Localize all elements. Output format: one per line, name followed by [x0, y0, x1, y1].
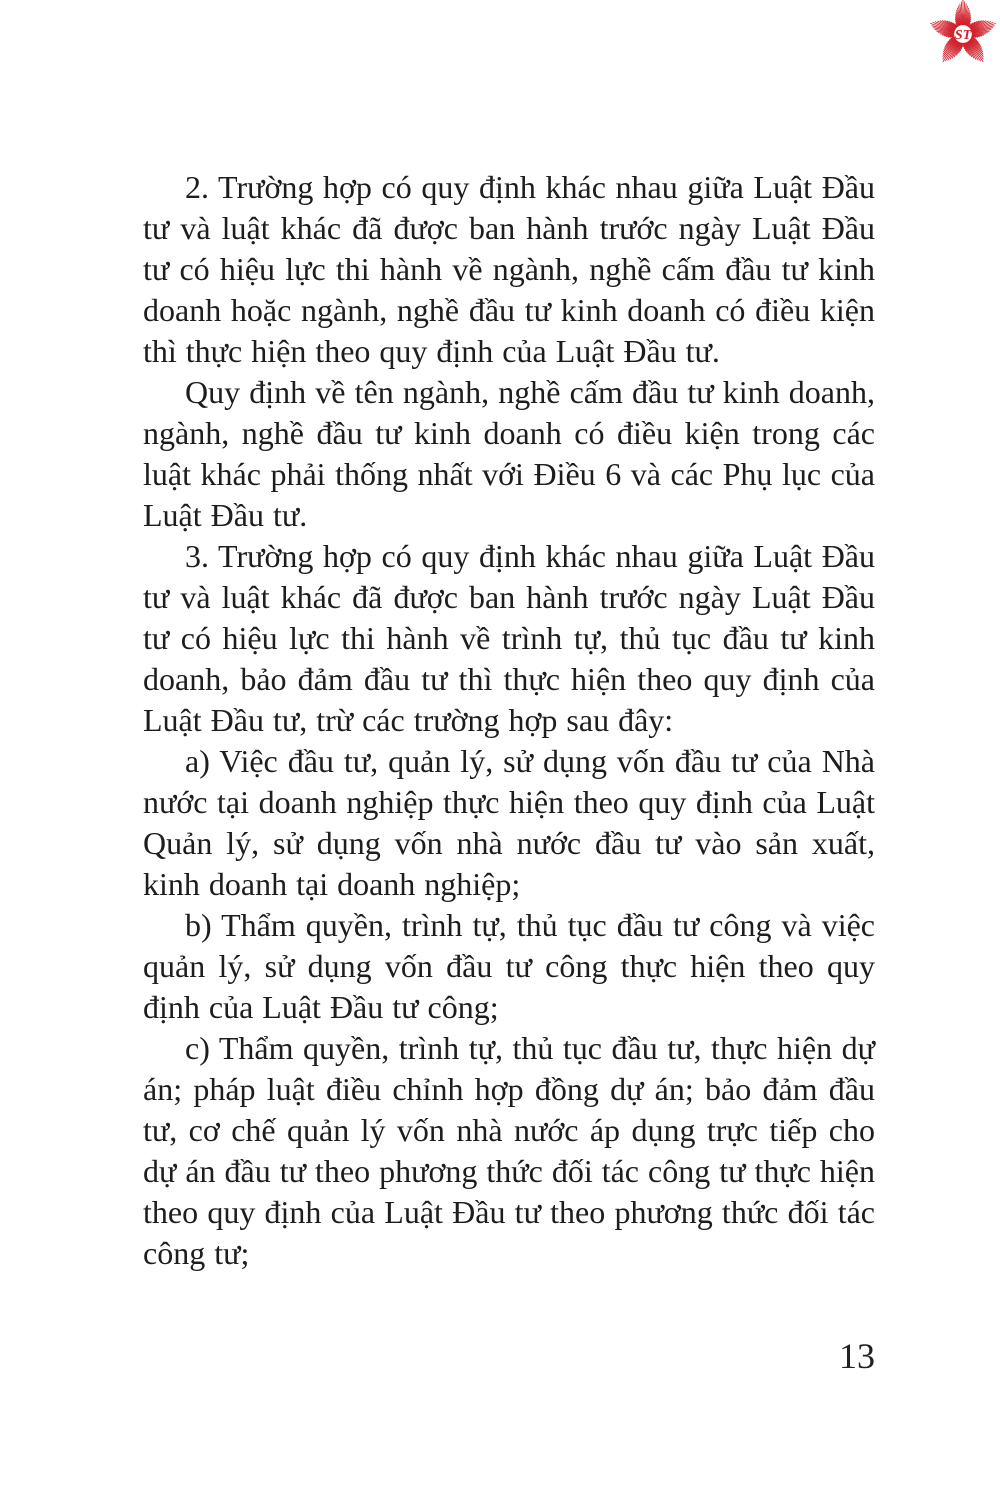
page-number: 13: [839, 1336, 875, 1376]
paragraph-clause-2: 2. Trường hợp có quy định khác nhau giữa Luật Đầu tư và luật khác đã được ban hành trước ngày Luật Đầu tư có hiệu lực thi hành về ngành, nghề cấm đầu tư kinh doanh hoặc ngành, nghề đầu tư kinh doanh có điều kiện thì thực hiện theo quy định của Luật Đầu tư.: [143, 169, 875, 369]
paragraph-clause-3: 3. Trường hợp có quy định khác nhau giữa Luật Đầu tư và luật khác đã được ban hành trước ngày Luật Đầu tư có hiệu lực thi hành về trình tự, thủ tục đầu tư kinh doanh, bảo đảm đầu tư thì thực hiện theo quy định của Luật Đầu tư, trừ các trường hợp sau đây:: [143, 538, 875, 738]
page-body: [143, 167, 875, 1274]
paragraph-point-c: c) Thẩm quyền, trình tự, thủ tục đầu tư, thực hiện dự án; pháp luật điều chỉnh hợp đồng dự án; bảo đảm đầu tư, cơ chế quản lý vốn nhà nước áp dụng trực tiếp cho dự án đầu tư theo phương thức đối tác công tư thực hiện theo quy định của Luật Đầu tư theo phương thức đối tác công tư;: [143, 1030, 875, 1271]
paragraph-point-b: b) Thẩm quyền, trình tự, thủ tục đầu tư công và việc quản lý, sử dụng vốn đầu tư công thực hiện theo quy định của Luật Đầu tư công;: [143, 907, 875, 1025]
starburst-star-logo-icon: [926, 0, 1000, 71]
paragraph-clause-2-cont: Quy định về tên ngành, nghề cấm đầu tư kinh doanh, ngành, nghề đầu tư kinh doanh có điều kiện trong các luật khác phải thống nhất với Điều 6 và các Phụ lục của Luật Đầu tư.: [143, 374, 875, 533]
publisher-logo: [926, 0, 1000, 71]
paragraph-point-a: a) Việc đầu tư, quản lý, sử dụng vốn đầu tư của Nhà nước tại doanh nghiệp thực hiện theo quy định của Luật Quản lý, sử dụng vốn nhà nước đầu tư vào sản xuất, kinh doanh tại doanh nghiệp;: [143, 743, 875, 902]
logo-monogram: ST: [954, 26, 972, 43]
